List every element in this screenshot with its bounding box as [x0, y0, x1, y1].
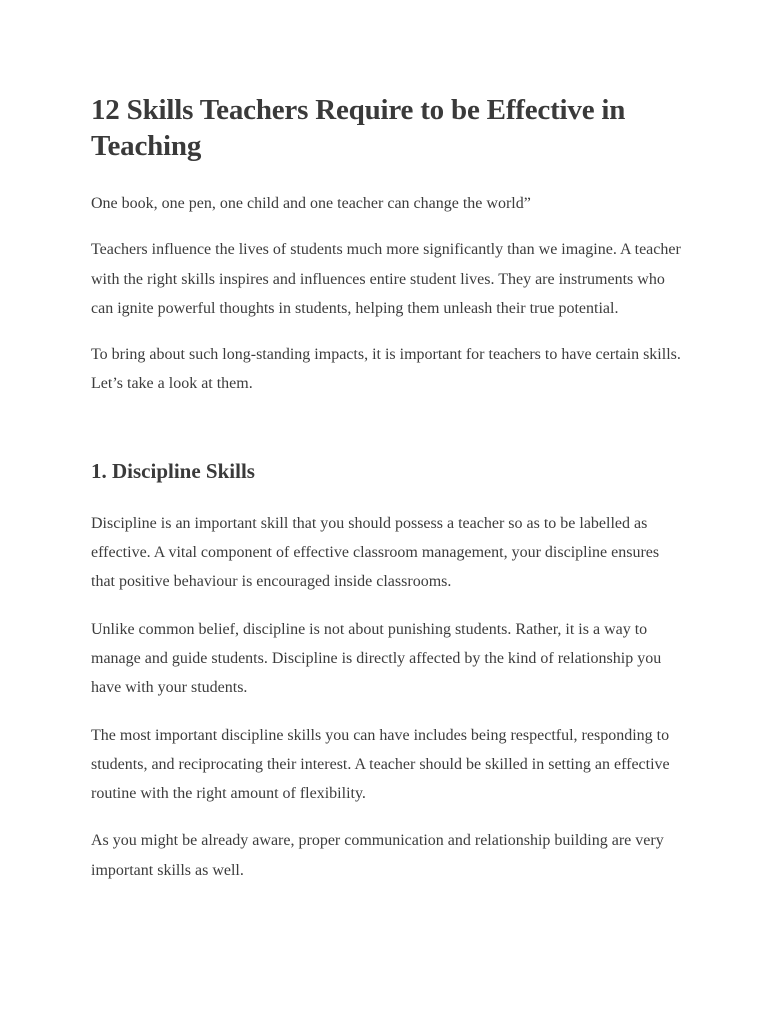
section-paragraph: The most important discipline skills you can have includes being respectful, responding to students, and reciprocating their interest. A teacher should be skilled in setting an effective routine with the right amount of flexibility. [91, 726, 670, 803]
section-paragraph: Discipline is an important skill that you should possess a teacher so as to be labelled as effective. A vital component of effective classroom management, your discipline ensures that positive behaviour is encouraged inside classrooms. [91, 514, 660, 591]
opening-quote: One book, one pen, one child and one teacher can change the world” [91, 195, 531, 212]
page-title: 12 Skills Teachers Require to be Effective in Teaching [91, 94, 626, 162]
section-paragraph: Unlike common belief, discipline is not about punishing students. Rather, it is a way to manage and guide students. Discipline is directly affected by the kind of relationship you have with your students. [91, 620, 662, 697]
section-heading-discipline-skills: 1. Discipline Skills [91, 458, 255, 483]
section-paragraph: As you might be already aware, proper communication and relationship building are very important skills as well. [91, 832, 664, 879]
document-page [91, 92, 681, 885]
intro-paragraph: To bring about such long-standing impacts, it is important for teachers to have certain skills. Let’s take a look at them. [91, 346, 681, 393]
intro-paragraph: Teachers influence the lives of students much more significantly than we imagine. A teacher with the right skills inspires and influences entire student lives. They are instruments who can ignite powerful thoughts in students, helping them unleash their true potential. [91, 241, 681, 317]
